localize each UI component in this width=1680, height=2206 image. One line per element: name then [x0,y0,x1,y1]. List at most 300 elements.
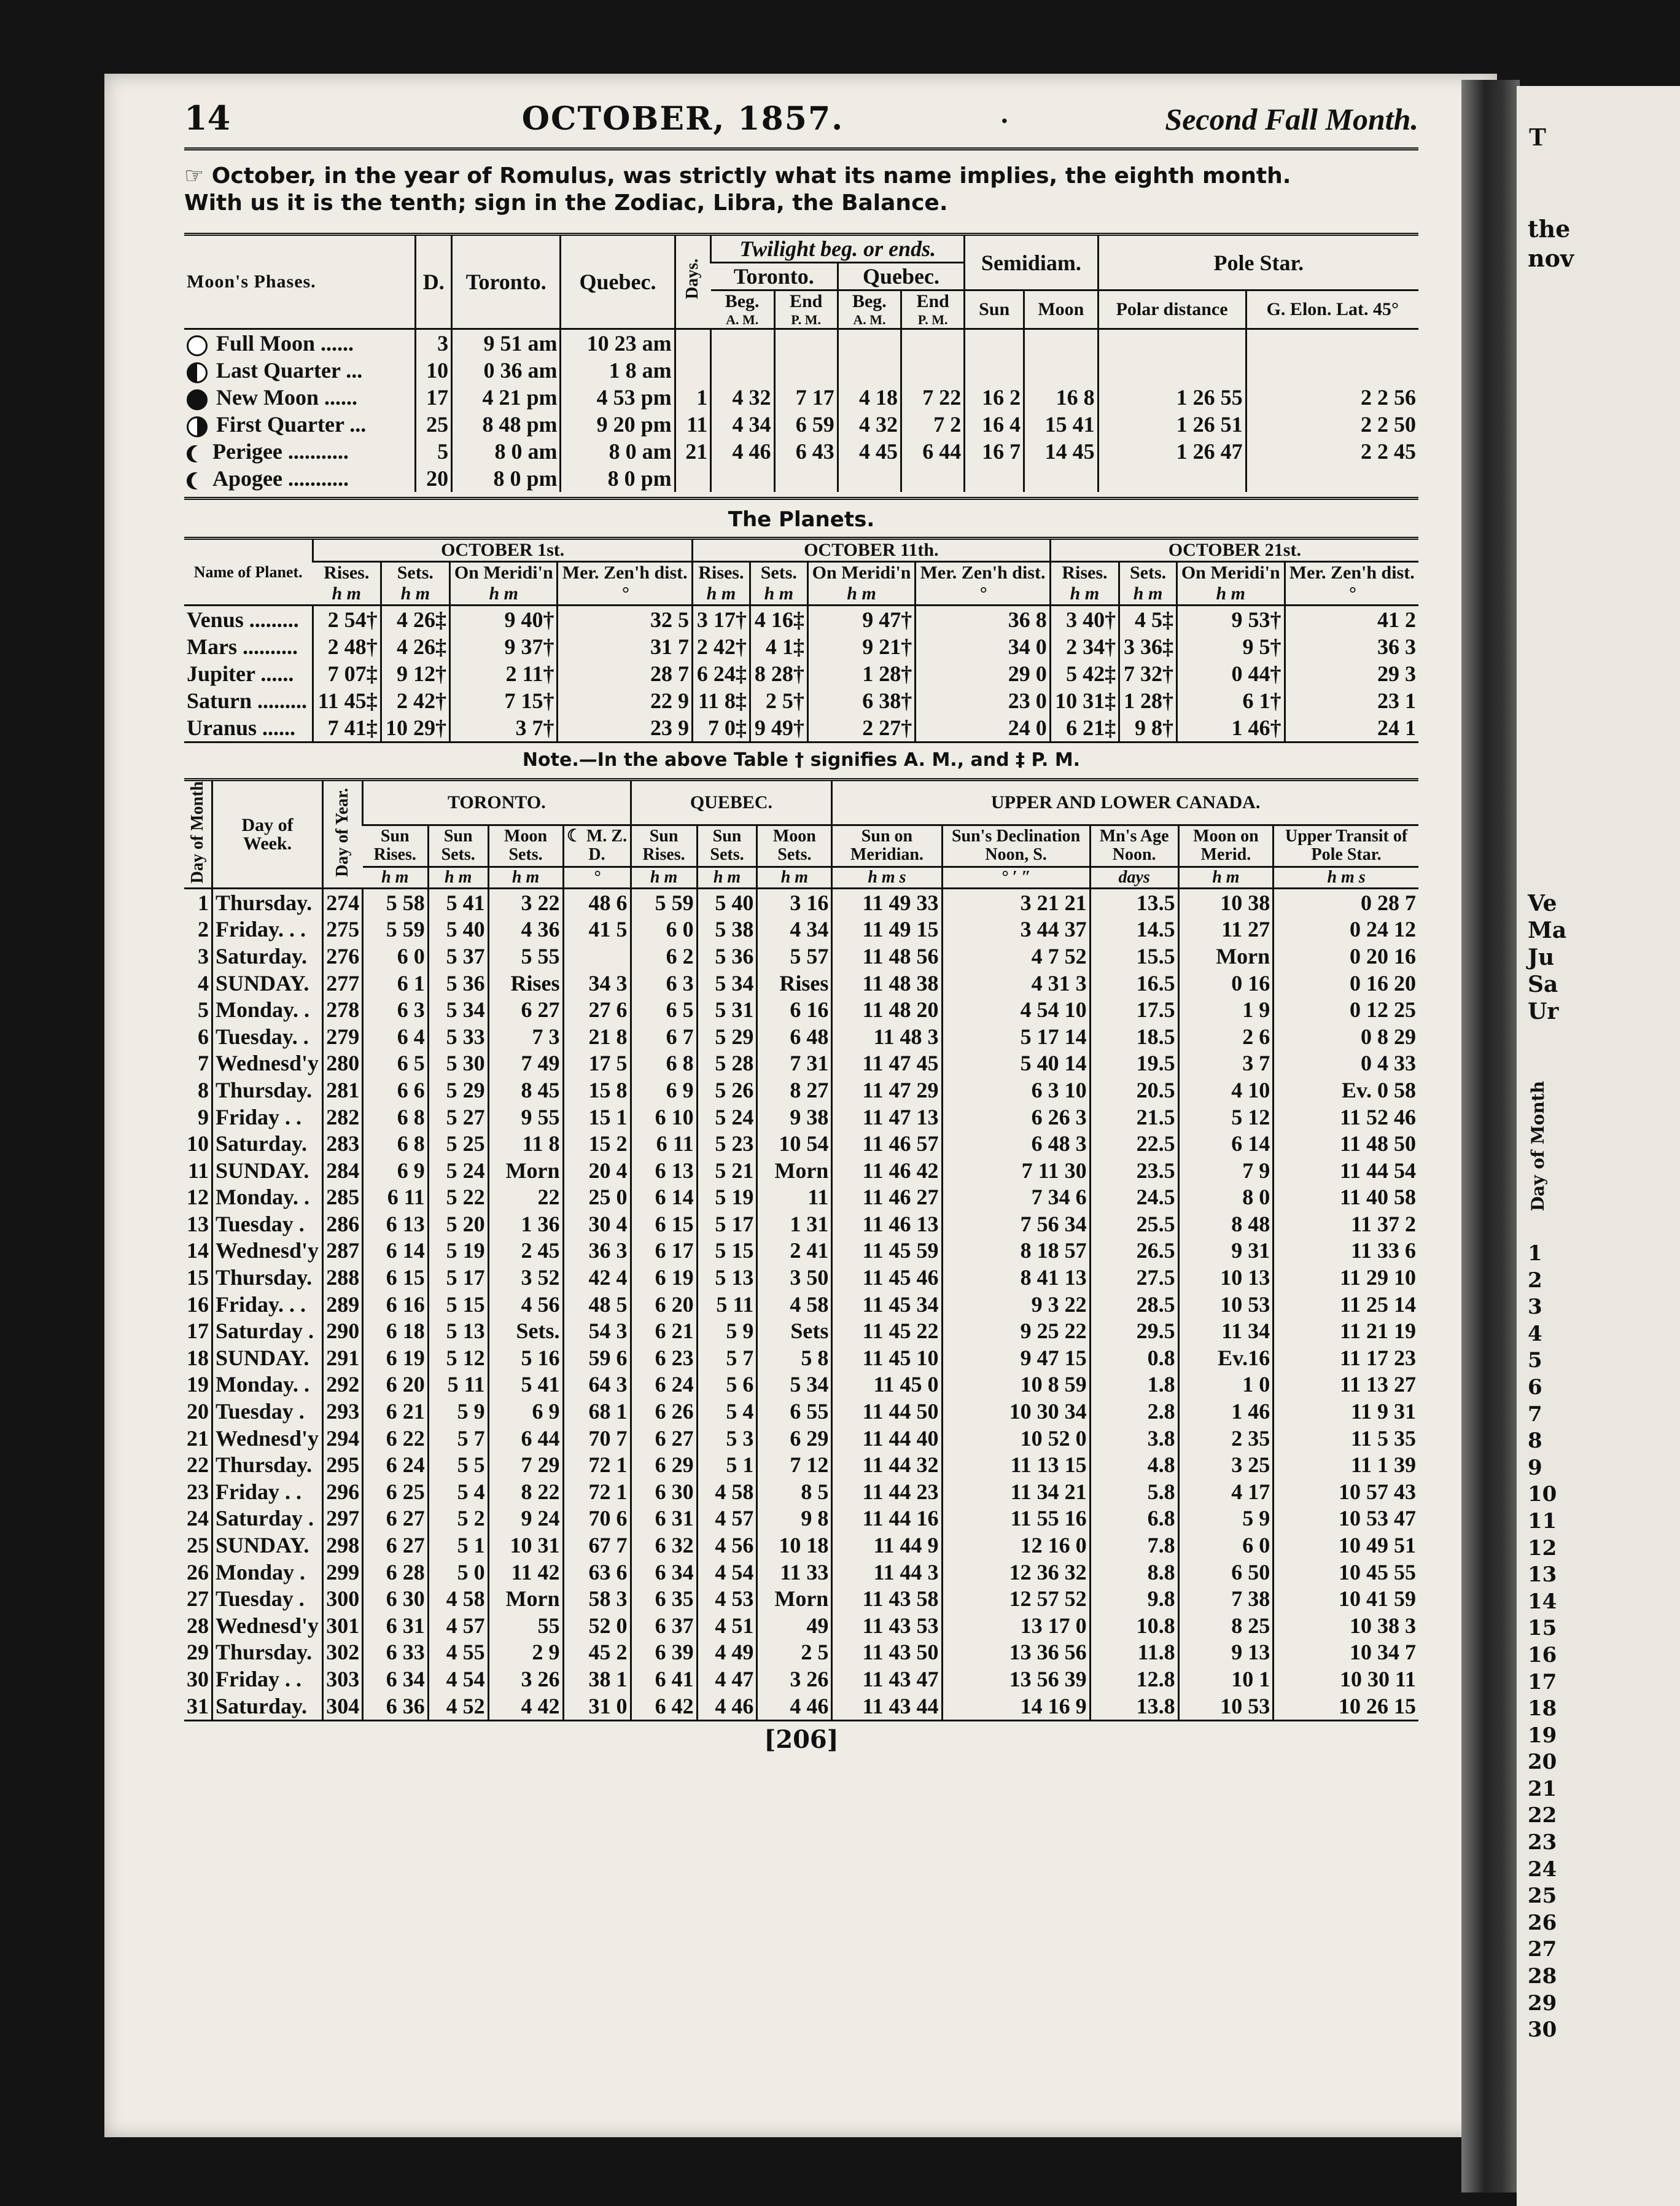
planet-value: 9 49† [750,714,807,741]
moon-on-merid-cell: 11 27 [1178,916,1274,943]
pole-star-transit-cell: 10 34 7 [1274,1639,1418,1666]
mzd-cell: 72 1 [563,1452,631,1479]
que-sun-sets-cell: 5 15 [697,1237,757,1265]
phase-tor-cell: 8 0 pm [452,465,561,492]
tor-sun-rises-cell: 6 33 [363,1639,429,1666]
que-sun-sets-cell: 5 6 [697,1371,757,1398]
facing-page-day-number: 9 [1528,1455,1542,1480]
unit-label: h m [488,867,563,889]
day-of-week-cell: Thursday. [212,1452,323,1479]
facing-page-day-number: 14 [1528,1589,1557,1614]
phase-te-cell [774,329,838,357]
sun-declination-cell: 5 40 14 [942,1050,1090,1077]
tor-sun-sets-cell: 4 54 [428,1666,488,1693]
unit-label: h m [363,867,429,889]
que-moon-sets-cell: 5 57 [757,943,832,970]
que-moon-sets-cell: 6 29 [757,1425,832,1452]
sun-declination-cell: 3 21 21 [942,889,1090,916]
tor-sun-sets-cell: 5 5 [428,1452,488,1479]
tor-moon-sets-cell: 3 52 [488,1265,563,1292]
sun-declination-cell: 9 47 15 [942,1345,1090,1372]
que-moon-sets-cell: 6 16 [757,997,832,1024]
phase-tb-cell: 4 32 [711,384,774,411]
sun-declination-cell: 13 36 56 [942,1639,1090,1666]
que-sun-sets-cell: 5 9 [697,1318,757,1345]
tor-sun-rises-cell: 6 20 [363,1371,429,1398]
pole-star-transit-cell: 10 53 47 [1274,1505,1418,1532]
pole-star-transit-cell: 0 24 12 [1274,916,1418,943]
day-of-year-cell: 294 [323,1425,363,1452]
planets-col-header [1050,562,1119,606]
phase-que-cell: 10 23 am [561,329,675,357]
phase-d-cell: 10 [416,357,452,384]
que-sun-rises-cell: 6 24 [631,1371,697,1398]
sun-declination-header: Sun's Declination Noon, S. [942,825,1090,867]
table-row [184,1211,1418,1238]
que-sun-rises-cell: 6 37 [631,1612,697,1639]
day-of-year-cell: 278 [323,997,363,1024]
planet-value: 6 1† [1177,687,1285,714]
planets-col-header [692,562,750,606]
phase-elon-cell [1246,357,1418,384]
phase-que-cell: 1 8 am [561,357,675,384]
sun-on-meridian-cell: 11 48 3 [832,1023,942,1050]
day-num-cell: 7 [198,1051,209,1076]
sun-declination-cell: 10 52 0 [942,1425,1090,1452]
que-sun-rises-cell: 6 17 [631,1237,697,1265]
moon-on-merid-cell: 6 0 [1178,1532,1274,1559]
day-num-cell: 23 [187,1479,209,1504]
facing-page-day-number: 4 [1528,1321,1542,1346]
tor-sun-rises-cell: 6 9 [363,1157,429,1184]
que-sun-sets-cell: 5 34 [697,970,757,997]
pole-star-transit-cell: 11 9 31 [1274,1398,1418,1425]
mzd-cell: 59 6 [563,1345,631,1372]
mzd-cell: 36 3 [563,1237,631,1265]
phase-sun-cell: 16 7 [965,438,1024,465]
planet-value: 9 47† [807,606,915,634]
day-of-week-cell: Friday . . [212,1666,323,1693]
planet-value: 24 1 [1285,714,1418,741]
mzd-cell: 15 2 [563,1131,631,1158]
phase-elon-cell [1246,329,1418,357]
planet-value: 3 40† [1050,606,1119,634]
phase-elon-cell: 2 2 56 [1246,384,1418,411]
que-moon-sets-cell: 3 26 [757,1666,832,1693]
planets-col-unit: ° [979,583,987,604]
mzd-cell: 21 8 [563,1023,631,1050]
sun-declination-cell: 10 30 34 [942,1398,1090,1425]
day-of-year-cell: 275 [323,916,363,943]
planet-value: 3 36‡ [1119,633,1177,660]
day-of-year-cell: 290 [323,1318,363,1345]
sun-on-meridian-cell: 11 45 10 [832,1345,942,1372]
phase-moon-cell: 15 41 [1024,411,1098,438]
tor-moon-sets-cell: 8 45 [488,1077,563,1104]
quebec-section-header: QUEBEC. [631,781,832,825]
day-of-year-cell: 301 [323,1612,363,1639]
day-of-year-cell: 299 [323,1559,363,1586]
day-of-year-cell: 288 [323,1265,363,1292]
facing-page-day-number: 28 [1528,1964,1557,1989]
pole-star-transit-cell: 11 21 19 [1274,1318,1418,1345]
moon-age-cell: 17.5 [1090,997,1178,1024]
phase-qb-cell: 4 18 [838,384,901,411]
facing-page-day-number: 17 [1528,1669,1557,1694]
semidiam-sun-header: Sun [965,290,1024,329]
facing-page-planet: Ma [1528,918,1567,943]
phase-d-cell: 17 [416,384,452,411]
planets-col-unit: h m [332,583,362,604]
day-of-year-cell: 276 [323,943,363,970]
mzd-cell: 34 3 [563,970,631,997]
moon-age-cell: 18.5 [1090,1023,1178,1050]
planet-value: 2 11† [450,660,558,687]
moon-on-merid-cell: 6 50 [1178,1559,1274,1586]
phase-qb-cell: 4 32 [838,411,901,438]
sun-declination-cell: 12 36 32 [942,1559,1090,1586]
moon-on-merid-cell: 8 25 [1178,1612,1274,1639]
phase-elon-cell: 2 2 50 [1246,411,1418,438]
tor-sun-sets-cell: 4 58 [428,1586,488,1613]
table-row [184,1104,1418,1131]
table-row [184,1157,1418,1184]
d-header: D. [416,236,452,329]
new-moon-icon [187,389,208,410]
moon-age-cell: 7.8 [1090,1532,1178,1559]
phase-name: Last Quarter ... [216,358,363,383]
moon-on-merid-cell: 3 25 [1178,1452,1274,1479]
tor-sun-rises-cell: 5 58 [363,889,429,916]
table-row [184,1318,1418,1345]
que-sun-rises-cell: 6 3 [631,970,697,997]
tor-moon-sets-cell: 22 [488,1184,563,1211]
day-of-week-cell: Monday. . [212,1184,323,1211]
planets-date-header: OCTOBER 1st. [313,540,693,562]
mzd-cell: 70 7 [563,1425,631,1452]
planet-value: 31 7 [558,633,692,660]
planet-value: 41 2 [1285,606,1418,634]
sun-on-meridian-cell: 11 47 45 [832,1050,942,1077]
tor-moon-sets-cell: 9 55 [488,1104,563,1131]
table-row [184,1559,1418,1586]
table-row [184,943,1418,970]
sun-on-meridian-cell: 11 48 20 [832,997,942,1024]
tor-sun-sets-cell: 5 4 [428,1479,488,1506]
day-num-cell: 5 [198,997,209,1023]
phase-row [184,411,1418,438]
mzd-cell: 54 3 [563,1318,631,1345]
day-of-week-cell: Thursday. [212,889,323,916]
planet-value: 11 45‡ [313,687,381,714]
planets-col-unit: h m [706,583,736,604]
sun-on-meridian-cell: 11 45 0 [832,1371,942,1398]
phase-days-cell [675,465,711,492]
pole-star-transit-cell: 11 52 46 [1274,1104,1418,1131]
que-moon-sets-cell: 5 34 [757,1371,832,1398]
phase-tor-cell: 8 0 am [452,438,561,465]
planet-row [184,633,1418,660]
table-row [184,1237,1418,1265]
planet-value: 2 42† [381,687,449,714]
day-of-week-cell: Tuesday. . [212,1023,323,1050]
que-sun-sets-cell: 5 29 [697,1023,757,1050]
sun-declination-cell: 9 3 22 [942,1291,1090,1318]
tor-moon-sets-cell: 6 44 [488,1425,563,1452]
phase-sun-cell: 16 2 [965,384,1024,411]
que-moon-sets-cell: 11 [757,1184,832,1211]
tor-sun-sets-cell: 5 33 [428,1023,488,1050]
twilight-end-header: End P. M. [774,290,838,329]
facing-page-planet: Ve [1528,891,1557,916]
sun-on-meridian-cell: 11 45 46 [832,1265,942,1292]
moon-on-merid-cell: 10 1 [1178,1666,1274,1693]
tor-moon-sets-cell: 55 [488,1612,563,1639]
planets-date-header: OCTOBER 21st. [1050,540,1418,562]
planet-row [184,660,1418,687]
tor-sun-rises-cell: 6 14 [363,1237,429,1265]
twilight-beg-header: Beg. A. M. [711,290,774,329]
phase-qe-cell: 7 2 [901,411,965,438]
planet-value: 6 38† [807,687,915,714]
twilight-beg-header: Beg. A. M. [838,290,901,329]
sun-declination-cell: 6 26 3 [942,1104,1090,1131]
day-num-cell: 26 [187,1559,209,1584]
que-moon-sets-cell: 6 55 [757,1398,832,1425]
que-moon-sets-cell: 4 46 [757,1693,832,1720]
day-num-cell: 8 [198,1077,209,1102]
page-header [184,98,1418,147]
pole-star-transit-cell: 11 33 6 [1274,1237,1418,1265]
phase-sun-cell [965,329,1024,357]
facing-page-day-number: 12 [1528,1535,1557,1561]
day-of-week-cell: Friday. . . [212,916,323,943]
table-row [184,1265,1418,1292]
planets-col-unit: h m [1133,583,1163,604]
planets-note: Note.—In the above Table † signifies A. M., and ‡ P. M. [522,749,1081,771]
day-of-week-cell: Saturday . [212,1318,323,1345]
moon-on-merid-cell: 7 9 [1178,1157,1274,1184]
table-row [184,997,1418,1024]
planet-value: 4 16‡ [750,606,807,634]
moon-age-cell: 3.8 [1090,1425,1178,1452]
day-num-cell: 16 [187,1292,209,1317]
tor-moon-sets-cell: 7 3 [488,1023,563,1050]
planet-value: 5 42‡ [1050,660,1119,687]
que-moon-sets-cell: 9 38 [757,1104,832,1131]
que-sun-sets-cell: 4 54 [697,1559,757,1586]
facing-page-day-number: 18 [1528,1696,1557,1721]
phase-moon-cell [1024,465,1098,492]
phase-row [184,438,1418,465]
que-sun-rises-cell: 5 59 [631,889,697,916]
moon-age-cell: 28.5 [1090,1291,1178,1318]
facing-page-day-number: 26 [1528,1910,1557,1935]
day-num-cell: 20 [187,1399,209,1424]
moon-on-merid-cell: 1 9 [1178,997,1274,1024]
que-sun-rises-cell: 6 2 [631,943,697,970]
moon-on-merid-cell: 9 13 [1178,1639,1274,1666]
intro-line: ☞ October, in the year of Romulus, was strictly what its name implies, the eighth month. [184,163,1291,189]
tor-moon-sets-cell: Morn [488,1586,563,1613]
unit-label: h m [428,867,488,889]
sun-declination-cell: 10 8 59 [942,1371,1090,1398]
tor-sun-sets-cell: 5 24 [428,1157,488,1184]
moon-on-merid-cell: Ev.16 [1178,1345,1274,1372]
mzd-cell: 52 0 [563,1612,631,1639]
que-sun-rises-cell: 6 5 [631,997,697,1024]
page-number: 14 [184,98,231,138]
phase-name: Full Moon ...... [216,331,354,356]
unit-label: h m [631,867,697,889]
tor-sun-rises-cell: 6 21 [363,1398,429,1425]
unit-label: h m [757,867,832,889]
day-of-week-cell: Saturday. [212,943,323,970]
tor-sun-sets-cell: 5 20 [428,1211,488,1238]
mzd-cell: 27 6 [563,997,631,1024]
pole-star-transit-cell: 11 5 35 [1274,1425,1418,1452]
sun-on-meridian-cell: 11 48 38 [832,970,942,997]
day-of-year-header: Day of Year. [333,787,352,877]
facing-page-planet: Ju [1528,945,1555,970]
que-sun-sets-cell: 4 57 [697,1505,757,1532]
phase-row [184,329,1418,357]
planet-name: Uranus ...... [187,715,296,740]
moon-age-cell: 6.8 [1090,1505,1178,1532]
mzd-cell: 25 0 [563,1184,631,1211]
planets-col-label: Sets. [760,563,797,583]
day-num-cell: 9 [198,1104,209,1129]
pole-star-header: Pole Star. [1098,236,1418,290]
phase-qe-cell: 7 22 [901,384,965,411]
planets-col-header [313,562,381,606]
planets-col-unit: ° [621,583,629,604]
unit-label: ° ′ ″ [942,867,1090,889]
tor-sun-sets-cell: 5 40 [428,916,488,943]
planet-value: 9 21† [807,633,915,660]
planet-value: 4 26‡ [381,633,449,660]
que-sun-rises-cell: 6 23 [631,1345,697,1372]
sun-on-meridian-cell: 11 45 34 [832,1291,942,1318]
unit-label: ° [563,867,631,889]
que-sun-rises-cell: 6 32 [631,1532,697,1559]
phase-te-cell: 6 59 [774,411,838,438]
sun-declination-cell: 12 16 0 [942,1532,1090,1559]
tor-sun-rises-cell: 6 34 [363,1666,429,1693]
moon-sets-header: Moon Sets. [757,825,832,867]
pole-star-transit-cell: 0 28 7 [1274,889,1418,916]
tor-moon-sets-cell: 5 16 [488,1345,563,1372]
que-sun-sets-cell: 5 21 [697,1157,757,1184]
semidiam-header: Semidiam. [965,236,1098,290]
tor-sun-rises-cell: 6 24 [363,1452,429,1479]
sun-declination-cell: 4 31 3 [942,970,1090,997]
tor-moon-sets-cell: 3 22 [488,889,563,916]
phase-d-cell: 5 [416,438,452,465]
day-of-year-cell: 279 [323,1023,363,1050]
facing-page-day-number: 15 [1528,1616,1557,1641]
table-row [184,1371,1418,1398]
moon-on-merid-cell: 6 14 [1178,1131,1274,1158]
planet-value: 2 34† [1050,633,1119,660]
toronto-section-header: TORONTO. [363,781,631,825]
planets-col-unit: h m [847,583,876,604]
mzd-cell: 63 6 [563,1559,631,1586]
phase-polar-cell: 1 26 51 [1098,411,1246,438]
sun-on-meridian-cell: 11 43 50 [832,1639,942,1666]
sun-on-meridian-cell: 11 43 47 [832,1666,942,1693]
tor-moon-sets-cell: 9 24 [488,1505,563,1532]
moon-on-merid-cell: 11 34 [1178,1318,1274,1345]
que-sun-sets-cell: 5 3 [697,1425,757,1452]
facing-page-day-number: 25 [1528,1884,1557,1909]
day-of-week-cell: Saturday. [212,1693,323,1720]
sun-declination-cell: 7 56 34 [942,1211,1090,1238]
crescent-moon-icon [187,472,204,489]
tor-moon-sets-cell: 4 56 [488,1291,563,1318]
page-content [184,98,1418,1754]
phase-elon-cell: 2 2 45 [1246,438,1418,465]
facing-page-day-number: 8 [1528,1428,1542,1454]
phase-tb-cell [711,357,774,384]
moon-on-merid-cell: 5 9 [1178,1505,1274,1532]
que-sun-rises-cell: 6 14 [631,1184,697,1211]
planet-value: 29 3 [1285,660,1418,687]
facing-page-day-number: 24 [1528,1857,1557,1882]
day-num-cell: 3 [198,943,209,969]
sun-on-meridian-cell: 11 44 3 [832,1559,942,1586]
day-of-year-cell: 280 [323,1050,363,1077]
facing-page [1517,86,1680,2206]
day-of-year-cell: 282 [323,1104,363,1131]
phase-moon-cell [1024,329,1098,357]
pole-star-transit-cell: 0 4 33 [1274,1050,1418,1077]
twilight-end-header: End P. M. [901,290,965,329]
facing-page-day-number: 1 [1528,1241,1542,1266]
planet-value: 2 5† [750,687,807,714]
que-sun-sets-cell: 5 4 [697,1398,757,1425]
day-num-cell: 17 [187,1319,209,1344]
day-of-year-cell: 274 [323,889,363,916]
phase-qe-cell [901,357,965,384]
planet-value: 32 5 [558,606,692,634]
que-sun-sets-cell: 4 56 [697,1532,757,1559]
toronto-header: Toronto. [452,236,561,329]
facing-page-day-number: 2 [1528,1268,1542,1293]
day-of-year-cell: 289 [323,1291,363,1318]
sun-on-meridian-cell: 11 46 27 [832,1184,942,1211]
planet-value: 6 21‡ [1050,714,1119,741]
planets-bottom-rule [184,741,1418,743]
que-sun-rises-cell: 6 13 [631,1157,697,1184]
que-moon-sets-cell: 3 16 [757,889,832,916]
tor-moon-sets-cell: Sets. [488,1318,563,1345]
unit-label: h m [1178,867,1274,889]
sun-on-meridian-cell: 11 46 57 [832,1131,942,1158]
tor-sun-rises-cell: 6 15 [363,1265,429,1292]
phase-que-cell: 4 53 pm [561,384,675,411]
que-sun-rises-cell: 6 42 [631,1693,697,1720]
planet-value: 3 7† [450,714,558,741]
moon-phases-table [184,236,1418,492]
sun-declination-cell: 12 57 52 [942,1586,1090,1613]
que-sun-rises-cell: 6 7 [631,1023,697,1050]
sun-on-meridian-cell: 11 43 44 [832,1693,942,1720]
table-row [184,1291,1418,1318]
sun-declination-cell: 6 3 10 [942,1077,1090,1104]
tor-sun-sets-cell: 5 13 [428,1318,488,1345]
que-sun-sets-cell: 4 51 [697,1612,757,1639]
